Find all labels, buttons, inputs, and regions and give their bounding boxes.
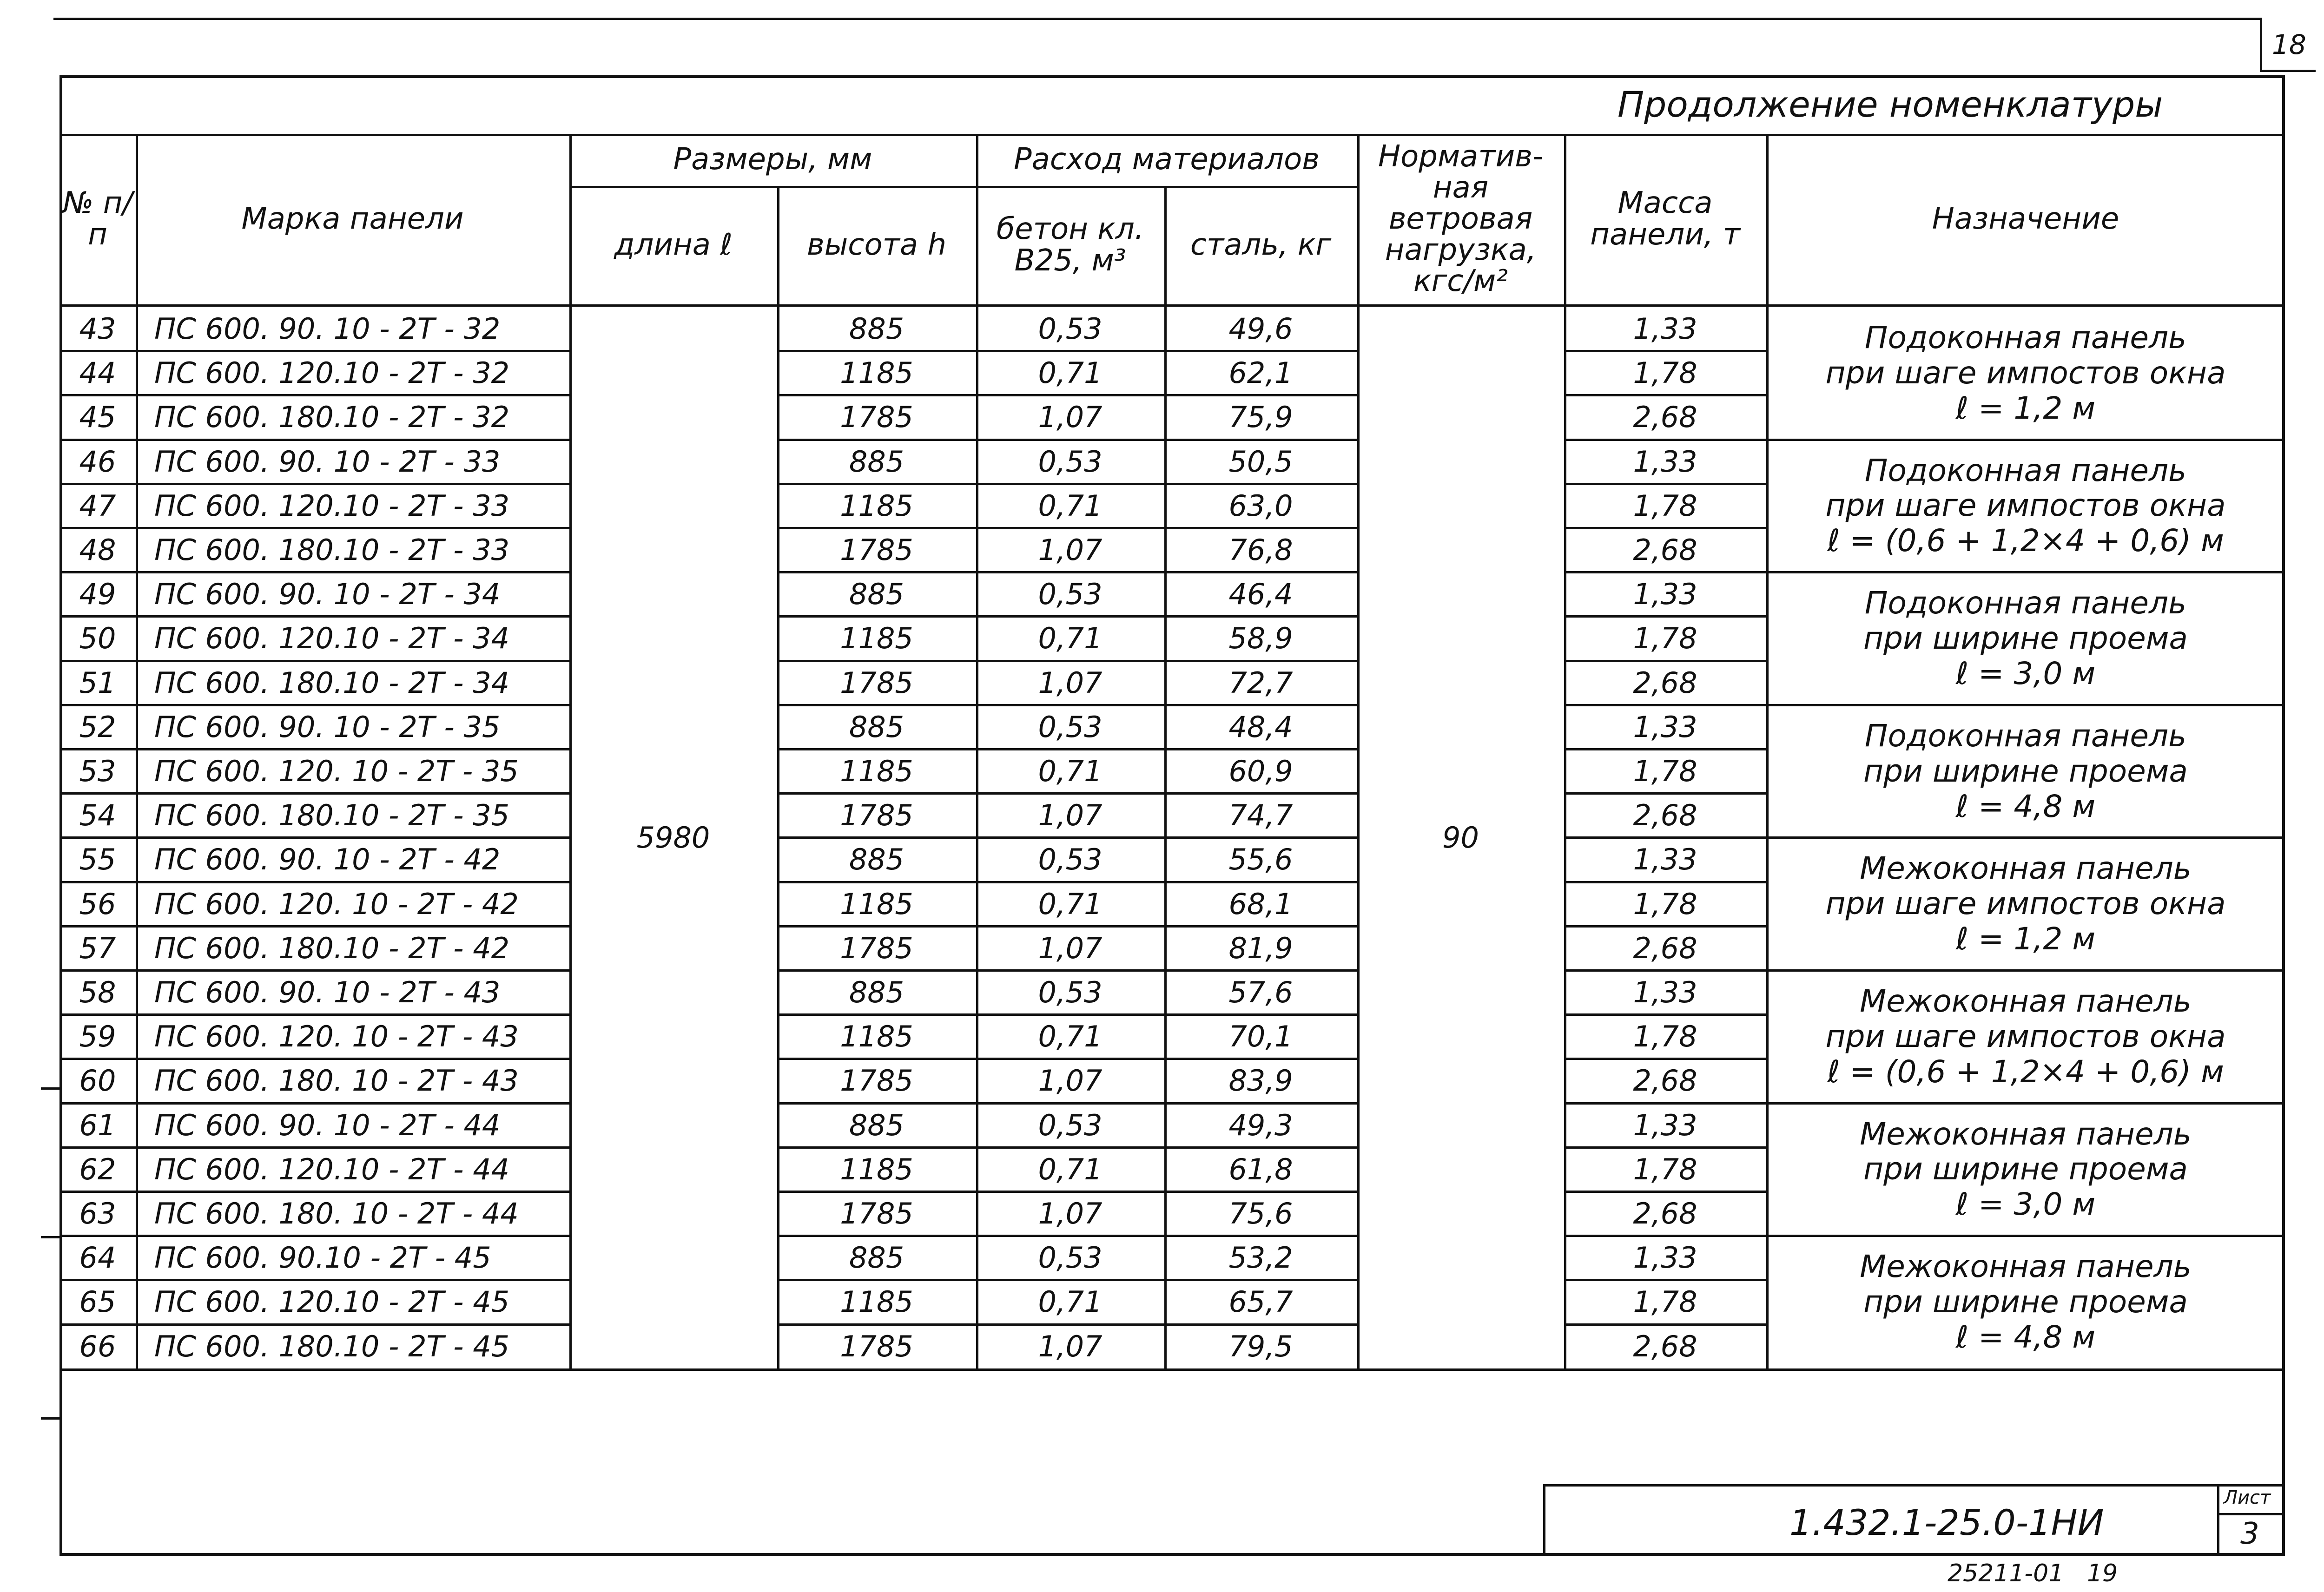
panel-mark: ПС 600. 90. 10 - 2Т - 44	[154, 1108, 501, 1142]
table-bottom-rule	[59, 1368, 2285, 1371]
sheet-label: Лист	[2224, 1487, 2271, 1508]
concrete-volume: 0,53	[1038, 842, 1103, 877]
steel-mass: 60,9	[1228, 754, 1293, 789]
purpose-line1: Подоконная панель	[1864, 319, 2187, 355]
purpose-group	[1766, 307, 2285, 440]
concrete-volume: 0,71	[1038, 1152, 1103, 1186]
panel-mark: ПС 600. 90. 10 - 2Т - 35	[154, 710, 501, 744]
purpose-line3: ℓ = 1,2 м	[1955, 921, 2096, 957]
steel-mass: 75,6	[1228, 1197, 1293, 1231]
panel-mass: 1,33	[1633, 710, 1697, 744]
steel-mass: 68,1	[1228, 887, 1293, 921]
purpose-line2: при ширине проема	[1863, 1284, 2188, 1320]
row-number: 51	[79, 665, 116, 700]
steel-mass: 70,1	[1228, 1020, 1293, 1054]
concrete-volume: 0,71	[1038, 887, 1103, 921]
panel-mark: ПС 600. 180.10 - 2Т - 35	[154, 798, 510, 833]
panel-mass: 2,68	[1633, 665, 1697, 700]
panel-mark: ПС 600. 90.10 - 2Т - 45	[154, 1241, 491, 1275]
concrete-volume: 0,71	[1038, 1285, 1103, 1319]
panel-mass: 2,68	[1633, 1064, 1697, 1098]
binding-tick	[41, 1417, 59, 1420]
panel-height: 885	[849, 1108, 905, 1142]
purpose-line1: Межоконная панель	[1860, 850, 2192, 887]
panel-mass: 1,33	[1633, 444, 1697, 479]
panel-height: 885	[849, 710, 905, 744]
purpose-line1: Подоконная панель	[1864, 585, 2187, 621]
title-block-top	[1543, 1484, 2285, 1487]
row-number: 62	[79, 1152, 116, 1186]
steel-mass: 76,8	[1228, 533, 1293, 567]
concrete-volume: 0,53	[1038, 975, 1103, 1010]
row-number: 63	[79, 1197, 116, 1231]
panel-mark: ПС 600. 180.10 - 2Т - 32	[154, 400, 510, 434]
row-number: 66	[79, 1329, 116, 1363]
panel-mass: 1,33	[1633, 1108, 1697, 1142]
panel-mass: 1,78	[1633, 488, 1697, 523]
concrete-volume: 1,07	[1038, 1064, 1103, 1098]
panel-height: 1185	[840, 1285, 913, 1319]
concrete-volume: 0,53	[1038, 444, 1103, 479]
steel-mass: 63,0	[1228, 488, 1293, 523]
header-purpose: Назначение	[1932, 201, 2119, 236]
purpose-line3: ℓ = 1,2 м	[1955, 390, 2096, 426]
concrete-volume: 0,53	[1038, 710, 1103, 744]
steel-mass: 65,7	[1228, 1285, 1293, 1319]
panel-mass: 1,33	[1633, 577, 1697, 612]
purpose-group	[1766, 572, 2285, 705]
purpose-group	[1766, 705, 2285, 838]
sheet-box-mid	[2217, 1513, 2285, 1515]
row-number: 56	[79, 887, 116, 921]
header-materials: Расход материалов	[1014, 142, 1320, 177]
purpose-group	[1766, 1236, 2285, 1368]
panel-mass: 2,68	[1633, 1197, 1697, 1231]
purpose-line2: при шаге импостов окна	[1825, 355, 2226, 391]
steel-mass: 83,9	[1228, 1064, 1293, 1098]
panel-height: 1785	[840, 931, 913, 965]
header-height: высота h	[807, 227, 946, 262]
purpose-line2: при шаге импостов окна	[1825, 1018, 2226, 1054]
panel-height: 1785	[840, 665, 913, 700]
panel-mark: ПС 600. 180. 10 - 2Т - 43	[154, 1064, 519, 1098]
title-block-left	[1543, 1484, 1545, 1556]
purpose-line1: Подоконная панель	[1864, 717, 2187, 754]
purpose-group	[1766, 1103, 2285, 1236]
row-number: 61	[79, 1108, 116, 1142]
panel-mark: ПС 600. 180. 10 - 2Т - 44	[154, 1197, 519, 1231]
steel-mass: 75,9	[1228, 400, 1293, 434]
panel-height: 1185	[840, 621, 913, 656]
panel-mass: 1,78	[1633, 621, 1697, 656]
archive-number: 25211-01 19	[1948, 1559, 2118, 1587]
panel-mark: ПС 600. 90. 10 - 2Т - 32	[154, 312, 501, 346]
row-number: 60	[79, 1064, 116, 1098]
merged-length: 5980	[636, 820, 710, 855]
binding-tick	[41, 1236, 59, 1238]
panel-height: 1785	[840, 1064, 913, 1098]
header-wind: Норматив-ная ветровая нагрузка, кгс/м²	[1378, 139, 1544, 299]
steel-mass: 49,3	[1228, 1108, 1293, 1142]
concrete-volume: 0,71	[1038, 356, 1103, 390]
purpose-group	[1766, 440, 2285, 572]
steel-mass: 53,2	[1228, 1241, 1293, 1275]
panel-height: 1785	[840, 533, 913, 567]
row-number: 46	[79, 444, 116, 479]
panel-height: 1785	[840, 1197, 913, 1231]
panel-height: 1185	[840, 356, 913, 390]
panel-height: 885	[849, 975, 905, 1010]
steel-mass: 79,5	[1228, 1329, 1293, 1363]
panel-mass: 2,68	[1633, 400, 1697, 434]
panel-height: 885	[849, 312, 905, 346]
panel-mass: 1,78	[1633, 1020, 1697, 1054]
purpose-line3: ℓ = (0,6 + 1,2×4 + 0,6) м	[1827, 523, 2224, 559]
steel-mass: 55,6	[1228, 842, 1293, 877]
top-rule	[53, 18, 2261, 20]
panel-mark: ПС 600. 90. 10 - 2Т - 34	[154, 577, 501, 612]
panel-mark: ПС 600. 180.10 - 2Т - 42	[154, 931, 510, 965]
page-number-divider	[2260, 18, 2262, 70]
panel-mass: 1,78	[1633, 1285, 1697, 1319]
row-number: 59	[79, 1020, 116, 1054]
panel-mass: 2,68	[1633, 798, 1697, 833]
panel-mass: 2,68	[1633, 931, 1697, 965]
panel-height: 885	[849, 444, 905, 479]
purpose-line2: при ширине проема	[1863, 620, 2188, 657]
purpose-line1: Межоконная панель	[1860, 1249, 2192, 1285]
concrete-volume: 0,71	[1038, 1020, 1103, 1054]
panel-mark: ПС 600. 120.10 - 2Т - 32	[154, 356, 510, 390]
panel-mark: ПС 600. 120. 10 - 2Т - 42	[154, 887, 519, 921]
purpose-line3: ℓ = 4,8 м	[1955, 788, 2096, 824]
purpose-line3: ℓ = 3,0 м	[1955, 1186, 2096, 1223]
concrete-volume: 0,71	[1038, 754, 1103, 789]
purpose-group	[1766, 837, 2285, 970]
panel-mass: 1,33	[1633, 842, 1697, 877]
panel-mass: 2,68	[1633, 1329, 1697, 1363]
purpose-line1: Подоконная панель	[1864, 452, 2187, 488]
steel-mass: 61,8	[1228, 1152, 1293, 1186]
sheet-box-left	[2217, 1484, 2219, 1556]
panel-mark: ПС 600. 120.10 - 2Т - 34	[154, 621, 510, 656]
purpose-line3: ℓ = (0,6 + 1,2×4 + 0,6) м	[1827, 1053, 2224, 1090]
purpose-group	[1766, 970, 2285, 1103]
row-number: 44	[79, 356, 116, 390]
row-number: 64	[79, 1241, 116, 1275]
panel-mark: ПС 600. 120. 10 - 2Т - 35	[154, 754, 519, 789]
panel-mass: 1,33	[1633, 975, 1697, 1010]
concrete-volume: 1,07	[1038, 400, 1103, 434]
panel-mass: 1,78	[1633, 1152, 1697, 1186]
purpose-line1: Межоконная панель	[1860, 983, 2192, 1019]
row-number: 43	[79, 312, 116, 346]
purpose-line2: при ширине проема	[1863, 1151, 2188, 1187]
purpose-line3: ℓ = 4,8 м	[1955, 1319, 2096, 1355]
panel-mass: 1,78	[1633, 754, 1697, 789]
panel-mass: 1,33	[1633, 312, 1697, 346]
row-number: 49	[79, 577, 116, 612]
panel-height: 1785	[840, 400, 913, 434]
row-number: 54	[79, 798, 116, 833]
row-number: 50	[79, 621, 116, 656]
row-number: 65	[79, 1285, 116, 1319]
panel-height: 1185	[840, 754, 913, 789]
purpose-line2: при шаге импостов окна	[1825, 886, 2226, 922]
panel-height: 885	[849, 842, 905, 877]
steel-mass: 50,5	[1228, 444, 1293, 479]
concrete-volume: 1,07	[1038, 1329, 1103, 1363]
panel-mass: 1,78	[1633, 887, 1697, 921]
concrete-volume: 1,07	[1038, 931, 1103, 965]
sheet-number: 3	[2240, 1517, 2259, 1551]
header-mass: Масса панели, т	[1590, 186, 1740, 252]
concrete-volume: 0,53	[1038, 1241, 1103, 1275]
steel-mass: 74,7	[1228, 798, 1293, 833]
page-number: 18	[2272, 29, 2306, 60]
steel-mass: 62,1	[1228, 356, 1293, 390]
row-number: 53	[79, 754, 116, 789]
binding-tick	[41, 1087, 59, 1090]
purpose-line2: при ширине проема	[1863, 753, 2188, 789]
row-number: 52	[79, 710, 116, 744]
concrete-volume: 1,07	[1038, 798, 1103, 833]
panel-mark: ПС 600. 90. 10 - 2Т - 43	[154, 975, 501, 1010]
steel-mass: 57,6	[1228, 975, 1293, 1010]
panel-height: 1185	[840, 1152, 913, 1186]
panel-mark: ПС 600. 120.10 - 2Т - 33	[154, 488, 510, 523]
steel-mass: 46,4	[1228, 577, 1293, 612]
document-code: 1.432.1-25.0-1НИ	[1789, 1502, 2104, 1543]
row-number: 58	[79, 975, 116, 1010]
panel-mass: 1,78	[1633, 356, 1697, 390]
header-concrete: бетон кл. В25, м³	[996, 212, 1144, 278]
row-number: 57	[79, 931, 116, 965]
panel-height: 1785	[840, 798, 913, 833]
concrete-volume: 0,71	[1038, 488, 1103, 523]
purpose-line1: Межоконная панель	[1860, 1116, 2192, 1152]
panel-mass: 2,68	[1633, 533, 1697, 567]
panel-height: 885	[849, 1241, 905, 1275]
row-number: 47	[79, 488, 116, 523]
page-number-underline	[2260, 70, 2316, 72]
panel-height: 885	[849, 577, 905, 612]
panel-mark: ПС 600. 90. 10 - 2Т - 33	[154, 444, 501, 479]
merged-wind-load: 90	[1442, 820, 1479, 855]
panel-mark: ПС 600. 180.10 - 2Т - 45	[154, 1329, 510, 1363]
panel-mark: ПС 600. 180.10 - 2Т - 34	[154, 665, 510, 700]
row-number: 55	[79, 842, 116, 877]
purpose-line2: при шаге импостов окна	[1825, 487, 2226, 524]
panel-height: 1185	[840, 1020, 913, 1054]
steel-mass: 81,9	[1228, 931, 1293, 965]
steel-mass: 49,6	[1228, 312, 1293, 346]
steel-mass: 48,4	[1228, 710, 1293, 744]
panel-mark: ПС 600. 90. 10 - 2Т - 42	[154, 842, 501, 877]
concrete-volume: 0,53	[1038, 312, 1103, 346]
concrete-volume: 0,53	[1038, 1108, 1103, 1142]
panel-mark: ПС 600. 120.10 - 2Т - 45	[154, 1285, 510, 1319]
header-length: длина ℓ	[614, 227, 733, 262]
continuation-title: Продолжение номенклатуры	[1618, 84, 2163, 125]
steel-mass: 58,9	[1228, 621, 1293, 656]
steel-mass: 72,7	[1228, 665, 1293, 700]
panel-mark: ПС 600. 180.10 - 2Т - 33	[154, 533, 510, 567]
panel-mark: ПС 600. 120.10 - 2Т - 44	[154, 1152, 510, 1186]
panel-mass: 1,33	[1633, 1241, 1697, 1275]
concrete-volume: 1,07	[1038, 665, 1103, 700]
concrete-volume: 1,07	[1038, 533, 1103, 567]
header-steel: сталь, кг	[1190, 227, 1332, 262]
panel-height: 1785	[840, 1329, 913, 1363]
panel-mark: ПС 600. 120. 10 - 2Т - 43	[154, 1020, 519, 1054]
row-number: 48	[79, 533, 116, 567]
header-mark: Марка панели	[241, 201, 464, 236]
panel-height: 1185	[840, 488, 913, 523]
concrete-volume: 0,71	[1038, 621, 1103, 656]
header-sizes: Размеры, мм	[673, 142, 872, 177]
purpose-line3: ℓ = 3,0 м	[1955, 655, 2096, 691]
concrete-volume: 1,07	[1038, 1197, 1103, 1231]
row-number: 45	[79, 400, 116, 434]
panel-height: 1185	[840, 887, 913, 921]
concrete-volume: 0,53	[1038, 577, 1103, 612]
header-num: № п/п	[62, 186, 133, 252]
